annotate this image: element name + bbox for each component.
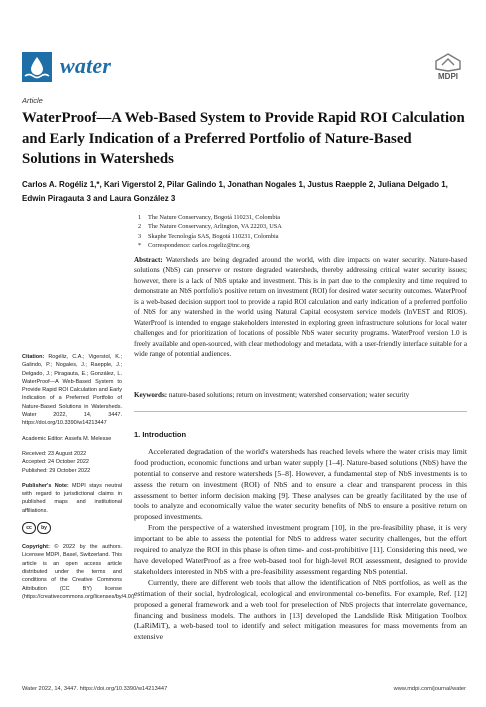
article-sidebar	[22, 353, 136, 608]
paragraph: From the perspective of a watershed investment program [10], in the pre-feasibility phase, it is very important to be able to assess the potential for NbS to address water security challenges, but the effort required to analyze the ROI in this phase is often time- and cost-prohibitive [11]. Considering this need, we have developed WaterProof as a free web-based tool for high-level ROI assessment, designed to provide stakeholders interested in NbS with a pre-feasibility assessment regarding NbS potential.	[134, 523, 467, 576]
abstract	[134, 255, 467, 360]
affiliation-marker: 2	[138, 223, 142, 231]
affiliation-text: The Nature Conservancy, Bogotá 110231, Colombia	[148, 214, 281, 221]
affiliations	[138, 213, 468, 250]
affiliation-3	[138, 232, 468, 241]
copyright-text: © 2022 by the authors. Licensee MDPI, Basel, Switzerland. This article is an open access article distributed under the terms and conditions of the Creative Commons Attribution (CC BY) license (https://creativecommons.org/licenses/by/4.0/).	[22, 544, 136, 600]
received-date: Received: 23 August 2022	[22, 450, 87, 457]
abstract-text: Watersheds are being degraded around the world, with dire impacts on water security. Nature-based solutions (NbS) can preserve or restore degraded watersheds, thereby addressing critical water security issues; however, there is a lack of NbS uptake and investment. This is in part due to the complexity and time required to demonstrate an NbS portfolio's positive return on investment (ROI) for desired water security outcomes. WaterProof is a web-based decision support tool to provide a rapid ROI calculation and early indication of a preferred portfolio of NbS for any watershed in the world using Natural Capital ecosystem service models (InVEST and RIOS). WaterProof is intended to engage stakeholders interested in exploring green infrastructure solutions for local water challenges and for prioritization of locations of possible NbS water security programs. WaterProof version 1.0 is freely available and open-sourced, with clear methodology and metadata, with a user-friendly interface suitable for a wide range of potential audiences.	[134, 256, 467, 359]
correspondence	[138, 241, 468, 250]
cc-icon: cc	[22, 522, 36, 534]
citation	[22, 353, 122, 428]
publisher-note-text: MDPI stays neutral with regard to jurisdictional claims in published maps and institutional affiliations.	[22, 482, 122, 514]
keywords	[134, 390, 467, 400]
mdpi-logo	[430, 52, 466, 82]
publisher-logo-text: MDPI	[438, 72, 458, 81]
publisher-note-label: Publisher's Note:	[22, 482, 69, 489]
affiliation-text: The Nature Conservancy, Arlington, VA 22203, USA	[148, 223, 282, 231]
paragraph: Currently, there are different web tools that allow the identification of NbS portfolios, as well as the estimation of their social, hydrological, ecological and environmental co-benefits. For example, Ref. [12] proposed a general framework and a web tool for preselection of NbS projects that interrelate governance, financing and business models. The authors in [13] developed the Landslide Risk Mitigation Toolbox (LaRiMiT), a web-based tool to identify and select mitigation measures for mass movements from an extensive	[134, 577, 467, 642]
cc-by-license-icon[interactable]	[22, 522, 122, 534]
accepted-date: Accepted: 24 October 2022	[22, 459, 89, 466]
affiliation-1	[138, 213, 468, 222]
keywords-text: nature-based solutions; return on investment; watershed conservation; water security	[168, 391, 410, 399]
citation-label: Citation:	[22, 354, 45, 360]
published-date: Published: 29 October 2022	[22, 467, 91, 474]
copyright	[22, 543, 136, 601]
journal-name: water	[60, 53, 112, 78]
keywords-label: Keywords:	[134, 391, 168, 399]
copyright-label: Copyright:	[22, 544, 50, 551]
affiliation-2	[138, 222, 468, 231]
abstract-label: Abstract:	[134, 256, 163, 264]
divider	[134, 411, 467, 412]
footer-journal-url[interactable]: www.mdpi.com/journal/water	[393, 686, 466, 692]
author-list: Carlos A. Rogéliz 1,*, Kari Vigerstol 2, Pilar Galindo 1, Jonathan Nogales 1, Justus Raepple 2, Juliana Delgado 1, Edwin Piragauta 3 and Laura González 3	[22, 180, 448, 203]
journal-header	[22, 52, 466, 88]
introduction-section	[134, 430, 467, 643]
page-footer	[22, 686, 466, 696]
affiliation-marker: 3	[138, 232, 142, 240]
citation-text[interactable]: Rogéliz, C.A.; Vigerstol, K.; Galindo, P.; Nogales, J.; Raepple, J.; Delgado, J.; Piragauta, E.; González, L. WaterProof—A Web-Based System to Provide Rapid ROI Calculation and Early Indication of a Preferred Portfolio of Nature-Based Solutions in Watersheds. Water 2022, 14, 3447. https://doi.org/10.3390/w14213447	[22, 354, 123, 427]
affiliation-marker: *	[138, 241, 142, 249]
dates	[22, 450, 122, 475]
correspondence-text: Correspondence: carlos.rogeliz@tnc.org	[148, 241, 250, 249]
paper-title: WaterProof—A Web-Based System to Provide Rapid ROI Calculation and Early Indication of a Preferred Portfolio of Nature-Based Solutions in Watersheds	[22, 110, 465, 167]
publisher-note	[22, 482, 122, 515]
section-heading: 1. Introduction	[134, 430, 187, 439]
water-drop-icon	[22, 52, 52, 82]
footer-citation[interactable]: Water 2022, 14, 3447. https://doi.org/10.3390/w14213447	[22, 686, 168, 692]
paragraph: Accelerated degradation of the world's watersheds has reached levels where the water crisis may limit food production, economic functions and urban water supply [1–4]. Nature-based solutions (NbS) have the potential to conserve and restore watersheds [5–8]. However, a fundamental step of NbS investments is to assess the return on investment (ROI) of NbS and to ensure a clear and transparent process in this assessment to better inform decision making [9]. These analyses can be greatly facilitated by the use of tools to analyze and economically value the water security benefits of NbS to ensure a positive return on proposed investments.	[134, 446, 467, 522]
affiliation-text: Skaphe Tecnología SAS, Bogotá 110231, Colombia	[148, 232, 279, 240]
affiliation-marker: 1	[138, 214, 142, 221]
by-icon: by	[37, 522, 51, 534]
academic-editor: Academic Editor: Assefa M. Melesse	[22, 435, 112, 442]
article-type: Article	[22, 96, 43, 105]
